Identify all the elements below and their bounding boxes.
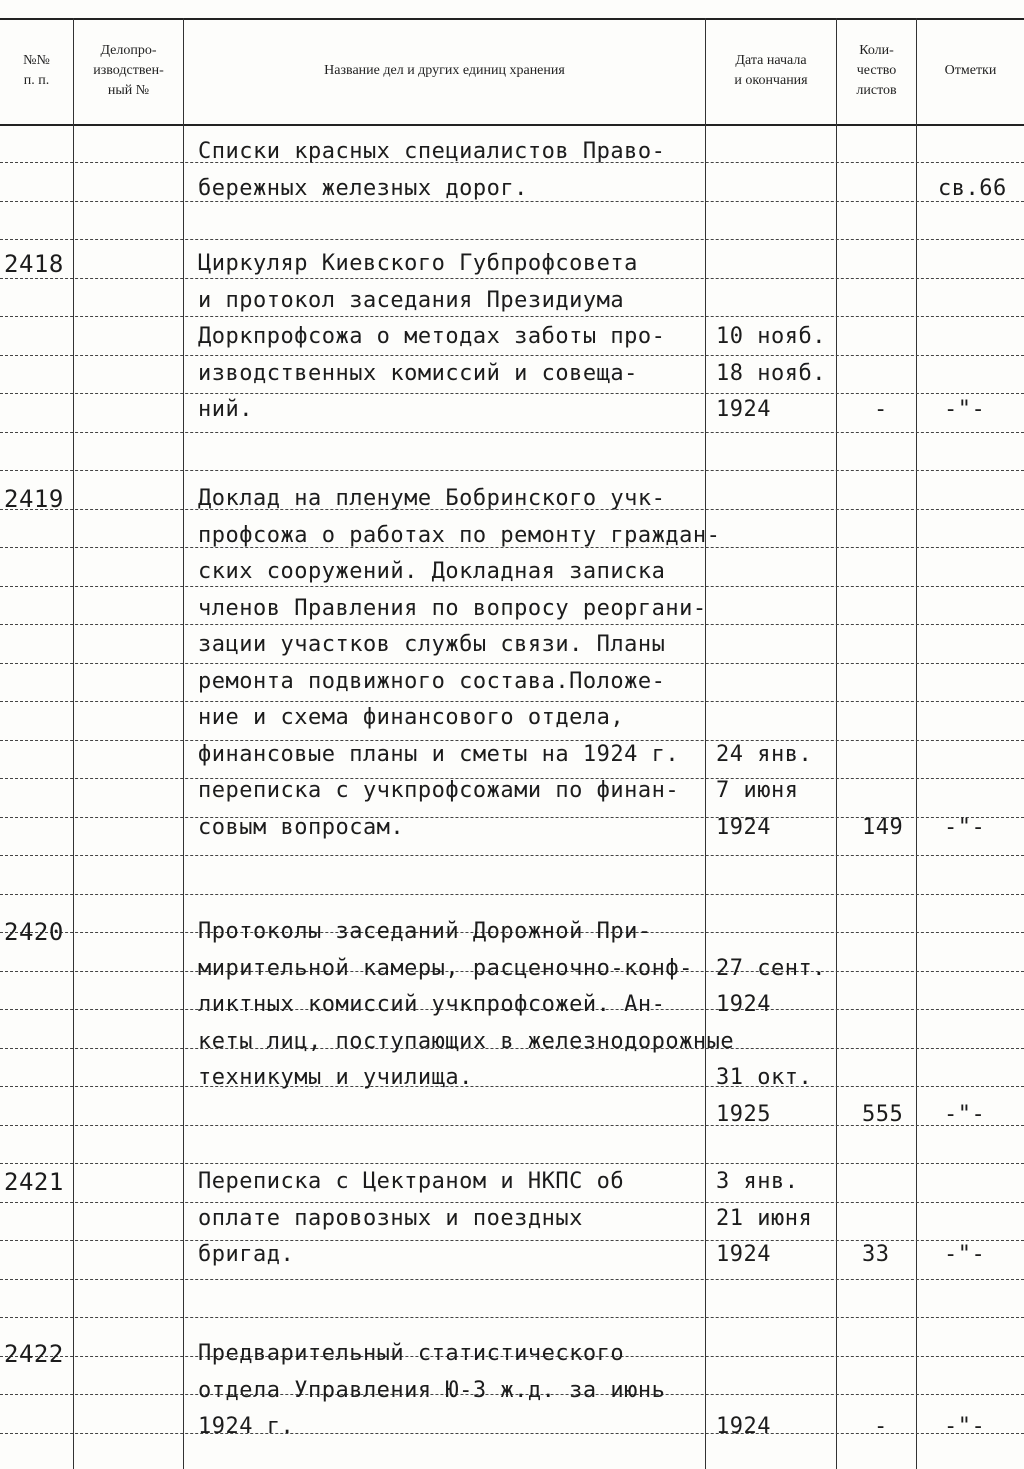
entry-date: 1924 (716, 1242, 771, 1267)
entry-title-line: техникумы и училища. (198, 1065, 473, 1090)
entry-title-line: бригад. (198, 1242, 295, 1267)
header-dates: Дата начала и окончания (734, 53, 808, 88)
ruled-line (0, 894, 1024, 895)
entry-number: 2421 (4, 1168, 64, 1196)
entry-sheet-count: - (874, 397, 888, 422)
entry-date: 24 янв. (716, 742, 813, 767)
entry-sheet-count: 555 (862, 1102, 904, 1127)
entry-date: 1925 (716, 1102, 771, 1127)
entry-title-line: финансовые планы и сметы на 1924 г. (198, 742, 680, 767)
entry-number: 2420 (4, 918, 64, 946)
header-sheet-count: Коли- чество листов (856, 43, 897, 98)
entry-title-line: профсожа о работах по ремонту граждан- (198, 523, 721, 548)
entry-date: 1924 (716, 1414, 771, 1439)
entry-sheet-count: 33 (862, 1242, 890, 1267)
entry-date: 3 янв. (716, 1169, 799, 1194)
column-divider (183, 18, 184, 1469)
header-case-number: Делопро- изводствен- ный № (93, 43, 164, 98)
column-divider (705, 18, 706, 1469)
ruled-line (0, 1279, 1024, 1280)
entry-title-line: переписка с учкпрофсожами по финан- (198, 778, 680, 803)
entry-title-line: ских сооружений. Докладная записка (198, 559, 666, 584)
entry-number: 2418 (4, 250, 64, 278)
entry-title-line: ремонта подвижного состава.Положе- (198, 669, 666, 694)
entry-notes: -"- (944, 397, 986, 422)
ruled-line (0, 855, 1024, 856)
entry-date: 1924 (716, 397, 771, 422)
entry-title-line: Циркуляр Киевского Губпрофсовета (198, 251, 638, 276)
entry-title-line: Предварительный статистического (198, 1341, 625, 1366)
entry-title-line: Доклад на пленуме Бобринского учк- (198, 486, 666, 511)
ruled-line (0, 1433, 1024, 1434)
ruled-line (0, 239, 1024, 240)
entry-title-line: ний. (198, 397, 253, 422)
ruled-line (0, 470, 1024, 471)
entry-number: 2419 (4, 485, 64, 513)
entry-notes: -"- (944, 1242, 986, 1267)
ruled-line (0, 1086, 1024, 1087)
entry-title-line: зации участков службы связи. Планы (198, 632, 666, 657)
entry-number: 2422 (4, 1340, 64, 1368)
entry-title-line: Списки красных специалистов Право- (198, 139, 666, 164)
entry-date: 31 окт. (716, 1065, 813, 1090)
header-number: №№ п. п. (23, 53, 50, 88)
entry-notes: -"- (944, 1414, 986, 1439)
column-divider (916, 18, 917, 1469)
entry-date: 1924 (716, 992, 771, 1017)
entry-title-line: членов Правления по вопросу реоргани- (198, 596, 707, 621)
entry-title-line: Доркпрофсожа о методах заботы про- (198, 324, 666, 349)
entry-title-line: Переписка с Цектраном и НКПС об (198, 1169, 625, 1194)
entry-title-line: ликтных комиссий учкпрофсожей. Ан- (198, 992, 666, 1017)
header-notes: Отметки (944, 63, 997, 78)
ruled-line (0, 1317, 1024, 1318)
entry-title-line: оплате паровозных и поездных (198, 1206, 583, 1231)
entry-notes: -"- (944, 815, 986, 840)
entry-title-line: совым вопросам. (198, 815, 405, 840)
entry-date: 18 нояб. (716, 361, 826, 386)
entry-notes: св.66 (938, 176, 1007, 201)
table-header-bottom-border (0, 124, 1024, 126)
column-divider (73, 18, 74, 1469)
entry-date: 21 июня (716, 1206, 813, 1231)
entry-date: 7 июня (716, 778, 799, 803)
column-divider (836, 18, 837, 1469)
ruled-line (0, 393, 1024, 394)
entry-date: 1924 (716, 815, 771, 840)
entry-date: 10 нояб. (716, 324, 826, 349)
entry-date: 27 сент. (716, 956, 826, 981)
entry-sheet-count: - (874, 1414, 888, 1439)
entry-title-line: бережных железных дорог. (198, 176, 528, 201)
entry-title-line: кеты лиц, поступающих в железнодорожные (198, 1029, 735, 1054)
entry-title-line: и протокол заседания Президиума (198, 288, 625, 313)
entry-title-line: мирительной камеры, расценочно-конф- (198, 956, 693, 981)
entry-notes: -"- (944, 1102, 986, 1127)
entry-title-line: 1924 г. (198, 1414, 295, 1439)
entry-title-line: изводственных комиссий и совеща- (198, 361, 638, 386)
entry-title-line: ние и схема финансового отдела, (198, 705, 625, 730)
entry-title-line: отдела Управления Ю-З ж.д. за июнь (198, 1378, 666, 1403)
entry-sheet-count: 149 (862, 815, 904, 840)
header-title: Название дел и других единиц хранения (324, 63, 565, 78)
entry-title-line: Протоколы заседаний Дорожной При- (198, 919, 652, 944)
ruled-line (0, 432, 1024, 433)
